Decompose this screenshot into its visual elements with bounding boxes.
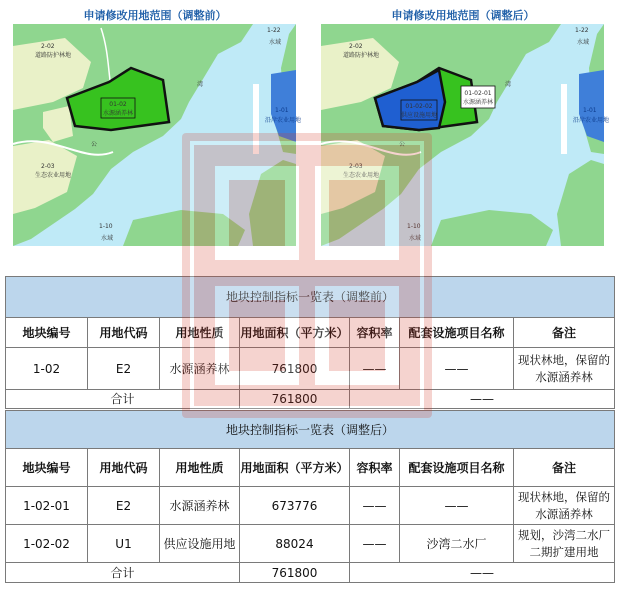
label-2-03-code: 2-03 xyxy=(41,163,55,170)
header-land-nature: 用地性质 xyxy=(160,318,240,348)
cell-land-nature: 水源涵养林 xyxy=(160,348,240,390)
label-1-10-code: 1-10 xyxy=(407,223,421,230)
cell-land-code: E2 xyxy=(88,487,160,525)
cell-note: 现状林地，保留的水源涵养林 xyxy=(514,348,615,390)
label-wan: 湾 xyxy=(505,81,512,88)
cell-land-area: 88024 xyxy=(240,525,350,563)
pier xyxy=(561,84,567,154)
table-after xyxy=(5,410,615,583)
label-1-10-code: 1-10 xyxy=(99,223,113,230)
cell-facility: 沙湾二水厂 xyxy=(400,525,514,563)
cell-land-area: 673776 xyxy=(240,487,350,525)
parcel-after-b-name: 供应设施用地 xyxy=(400,112,438,119)
label-gong: 公 xyxy=(399,141,406,148)
label-1-10-name: 水域 xyxy=(101,235,114,242)
label-1-01-name: 沿岸农业用地 xyxy=(265,117,302,124)
cell-far: —— xyxy=(350,487,400,525)
header-land-area: 用地面积（平方米） xyxy=(240,449,350,487)
parcel-after-b-code: 01-02-02 xyxy=(405,103,433,110)
table-row xyxy=(6,525,615,563)
header-land-code: 用地代码 xyxy=(88,449,160,487)
header-facility: 配套设施项目名称 xyxy=(400,318,514,348)
cell-land-code: E2 xyxy=(88,348,160,390)
header-facility: 配套设施项目名称 xyxy=(400,449,514,487)
header-land-nature: 用地性质 xyxy=(160,449,240,487)
map-before xyxy=(13,24,302,246)
cell-parcel-id: 1-02-02 xyxy=(6,525,88,563)
total-label: 合计 xyxy=(6,390,240,409)
parcel-before-code: 01-02 xyxy=(109,101,127,108)
table-row xyxy=(6,487,615,525)
table-after-title: 地块控制指标一览表（调整后） xyxy=(6,411,615,449)
header-far: 容积率 xyxy=(350,318,400,348)
label-1-22-code: 1-22 xyxy=(575,27,589,34)
label-2-03-code: 2-03 xyxy=(349,163,363,170)
map-before-drawing xyxy=(13,24,302,246)
header-land-code: 用地代码 xyxy=(88,318,160,348)
header-parcel-id: 地块编号 xyxy=(6,449,88,487)
map-title-after: 申请修改用地范围（调整后） xyxy=(391,9,535,22)
cell-parcel-id: 1-02-01 xyxy=(6,487,88,525)
map-after xyxy=(321,24,610,246)
total-area: 761800 xyxy=(240,563,350,583)
map-title-before: 申请修改用地范围（调整前） xyxy=(83,9,227,22)
label-1-01-code: 1-01 xyxy=(275,107,289,114)
label-2-02-code: 2-02 xyxy=(41,43,55,50)
label-1-01-code: 1-01 xyxy=(583,107,597,114)
parcel-before-name: 水源涵养林 xyxy=(102,110,134,117)
label-1-10-name: 水域 xyxy=(409,235,422,242)
cell-parcel-id: 1-02 xyxy=(6,348,88,390)
cell-far: —— xyxy=(350,348,400,390)
header-far: 容积率 xyxy=(350,449,400,487)
cell-land-nature: 供应设施用地 xyxy=(160,525,240,563)
table-before xyxy=(5,276,615,409)
label-2-03-name: 生态农业用地 xyxy=(35,172,72,179)
header-land-area: 用地面积（平方米） xyxy=(240,318,350,348)
parcel-after-a-name: 水源涵养林 xyxy=(462,99,494,106)
header-note: 备注 xyxy=(514,449,615,487)
table-before-title: 地块控制指标一览表（调整前） xyxy=(6,277,615,318)
cell-facility: —— xyxy=(400,487,514,525)
label-wan: 湾 xyxy=(197,81,204,88)
pier xyxy=(253,84,259,154)
label-2-03-name: 生态农业用地 xyxy=(343,172,380,179)
label-2-02-name: 道路防护林地 xyxy=(343,52,380,59)
table-row xyxy=(6,348,615,390)
label-1-22-name: 水域 xyxy=(269,39,282,46)
cell-note: 现状林地，保留的水源涵养林 xyxy=(514,487,615,525)
cell-land-area: 761800 xyxy=(240,348,350,390)
total-rest: —— xyxy=(350,390,615,409)
cell-land-code: U1 xyxy=(88,525,160,563)
label-1-01-name: 沿岸农业用地 xyxy=(573,117,610,124)
cell-note: 规划，沙湾二水厂二期扩建用地 xyxy=(514,525,615,563)
label-2-02-code: 2-02 xyxy=(349,43,363,50)
map-after-drawing xyxy=(321,24,610,246)
header-note: 备注 xyxy=(514,318,615,348)
table-total-row xyxy=(6,390,615,409)
cell-land-nature: 水源涵养林 xyxy=(160,487,240,525)
label-gong: 公 xyxy=(91,141,98,148)
total-label: 合计 xyxy=(6,563,240,583)
total-area: 761800 xyxy=(240,390,350,409)
header-parcel-id: 地块编号 xyxy=(6,318,88,348)
label-2-02-name: 道路防护林地 xyxy=(35,52,72,59)
table-total-row xyxy=(6,563,615,583)
cell-far: —— xyxy=(350,525,400,563)
cell-facility: —— xyxy=(400,348,514,390)
label-1-22-name: 水域 xyxy=(577,39,590,46)
label-1-22-code: 1-22 xyxy=(267,27,281,34)
total-rest: —— xyxy=(350,563,615,583)
parcel-after-a-code: 01-02-01 xyxy=(464,90,492,97)
